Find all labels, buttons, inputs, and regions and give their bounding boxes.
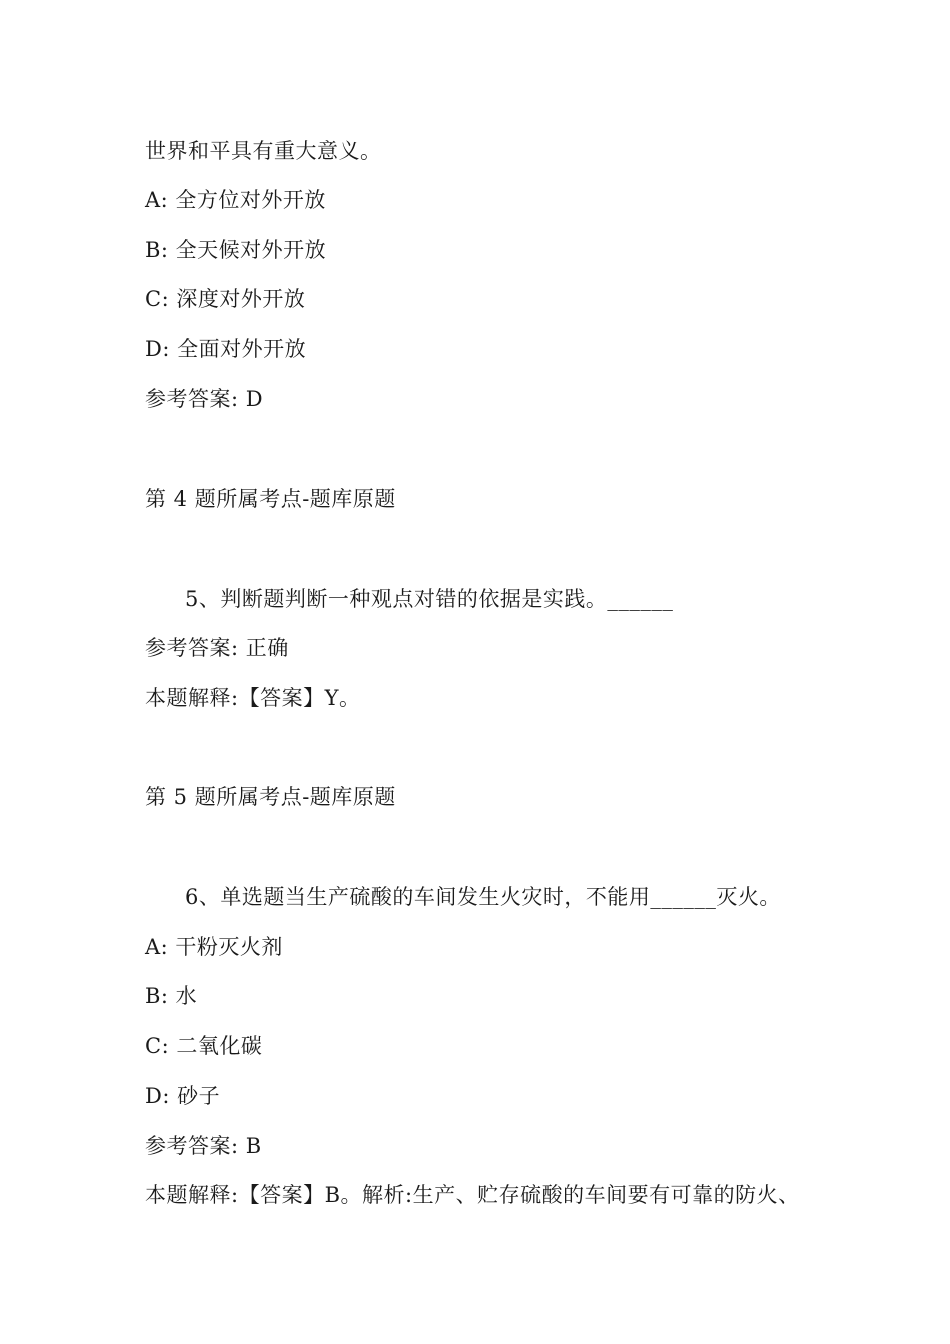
question-6: 6、单选题当生产硫酸的车间发生火灾时，不能用______灭火。 (185, 885, 781, 909)
section-label: 第 4 题所属考点-题库原题 (145, 487, 396, 511)
answer: 参考答案: B (145, 1134, 262, 1158)
section-label: 第 5 题所属考点-题库原题 (145, 785, 396, 809)
question-5: 5、判断题判断一种观点对错的依据是实践。______ (185, 587, 674, 611)
option-b: B: 水 (145, 984, 198, 1008)
option-a: A: 全方位对外开放 (145, 188, 326, 212)
answer: 参考答案: D (145, 387, 264, 411)
option-c: C: 深度对外开放 (145, 287, 306, 311)
text-line: 世界和平具有重大意义。 (145, 139, 382, 163)
explanation: 本题解释:【答案】Y。 (145, 686, 361, 710)
option-d: D: 全面对外开放 (145, 337, 307, 361)
option-a: A: 干粉灭火剂 (145, 935, 283, 959)
explanation: 本题解释:【答案】B。解析:生产、贮存硫酸的车间要有可靠的防火、 (145, 1183, 800, 1207)
answer: 参考答案: 正确 (145, 636, 289, 660)
option-b: B: 全天候对外开放 (145, 238, 327, 262)
option-c: C: 二氧化碳 (145, 1034, 263, 1058)
option-d: D: 砂子 (145, 1084, 221, 1108)
